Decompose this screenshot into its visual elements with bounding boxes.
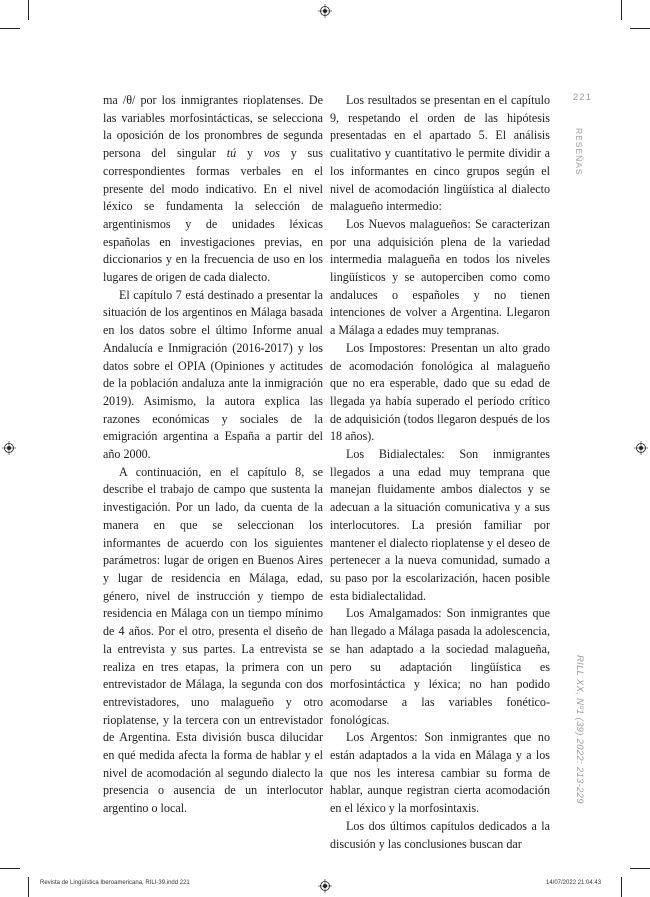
paragraph: Los Amalgamados: Son inmigrantes que han llegado a Málaga pasada la adolescencia, se han adaptado a la sociedad malagueña, pero su adaptación lingüística es morfosintáctica y léxica; no han podido acomodarse a las variables fonético-fonológicas. xyxy=(330,606,550,727)
section-name: RESEÑAS xyxy=(574,128,584,176)
term-tu: tú xyxy=(226,146,237,161)
footer-datetime: 14/07/2022 21:04:43 xyxy=(546,880,602,886)
registration-mark-icon xyxy=(634,441,648,455)
paragraph: Los Nuevos malagueños: Se caracterizan por una adquisición plena de la variedad intermedia malagueña en todos los niveles lingüísticos y se autoperciben como como andaluces o españoles y no tienen intenciones de volver a Argentina. Llegaron a Málaga a edades muy tempranas. xyxy=(330,216,550,338)
registration-mark-icon xyxy=(318,4,332,18)
paragraph: Los dos últimos capítulos dedicados a la discusión y las conclusiones buscan dar xyxy=(330,818,550,851)
paragraph: El capítulo 7 está destinado a presentar la situación de los argentinos en Málaga basada en los datos sobre el último Informe anual Andalucía e Inmigración (2016-2017) y los datos sobre el OPIA (Opiniones y actitudes de la población andaluza ante la inmigración 2019). Asimismo, la autora explica las razones económicas y sociales de la emigración argentina a España a partir del año 2000. xyxy=(103,287,323,462)
paragraph: Los Bidialectales: Son inmigrantes llegados a una edad muy temprana que manejan fluidamente ambos dialectos y se adecuan a la situación comunicativa y a sus interlocutores. La presión familiar por mantener el dialecto rioplatense y el deseo de pertenecer a la nueva comunidad, sumado a su paso por la escolarización, hacen posible esta bidialectalidad. xyxy=(330,447,550,603)
crop-mark xyxy=(630,28,650,29)
crop-mark xyxy=(630,868,650,869)
paragraph: Los Impostores: Presentan un alto grado de acomodación fonológica al malagueño que no era esperable, dado que su edad de llegada ya había superado el período crítico de adquisición (todos llegaron después de los 18 años). xyxy=(330,340,550,444)
crop-mark xyxy=(28,877,29,897)
paragraph: ma /θ/ por los inmigrantes rioplatenses. De las variables morfosintácticas, se selecciona la oposición de los pronombres de segunda persona del singular tú y vos y sus correspondientes formas verbales en el presente del modo indicativo. En el nivel léxico se fundamenta la selección de argentinismos y de unidades léxicas españolas en investigaciones previas, en diccionarios y en la frecuencia de uso en los lugares de origen de cada dialecto. xyxy=(103,93,324,285)
crop-mark xyxy=(621,877,622,897)
crop-mark xyxy=(28,0,29,20)
paragraph: Los resultados se presentan en el capítulo 9, respetando el orden de las hipótesis presentadas en el apartado 5. El análisis cualitativo y cuantitativo le permite dividir a los informantes en cinco grupos según el nivel de acomodación lingüística al dialecto malagueño intermedio: xyxy=(330,93,550,214)
registration-mark-icon xyxy=(2,441,16,455)
paragraph-text: y sus correspondientes formas verbales en el presente del modo indicativo. En el nivel léxico se fundamenta la selección de argentinismos y de unidades léxicas españolas en investigaciones previas, en diccionarios y en la frecuencia de uso en los lugares de origen de cada dialecto. xyxy=(103,146,324,285)
paragraph: A continuación, en el capítulo 8, se describe el trabajo de campo que sustenta la investigación. Por un lado, da cuenta de la manera en que se seleccionan los informantes de acuerdo con los siguientes parámetros: lugar de origen en Buenos Aires y lugar de residencia en Málaga, edad, género, nivel de instrucción y tiempo de residencia en Málaga con un tiempo mínimo de 4 años. Por el otro, presenta el diseño de la entrevista y sus partes. La entrevista se realiza en tres etapas, la primera con un entrevistador de Málaga, la segunda con dos entrevistadores, uno malagueño y otro rioplatense, y la tercera con un entrevistador de Argentina. Esta división busca dilucidar en qué medida afecta la forma de hablar y el nivel de acomodación al segundo dialecto la presencia o ausencia de un interlocutor argentino o local. xyxy=(103,464,323,816)
crop-mark xyxy=(621,0,622,20)
registration-mark-icon xyxy=(318,879,332,893)
paragraph: Los Argentos: Son inmigrantes que no están adaptados a la vida en Málaga y a los que nos les interesa cambiar su forma de hablar, aunque registran cierta acomodación en el léxico y la morfosintaxis. xyxy=(330,730,550,816)
page-number: 221 xyxy=(573,92,592,103)
paragraph-text: ma /θ/ por los inmigrantes rioplatenses. De las variables morfosintácticas, se selecciona la oposición de los pronombres de segunda persona del singular xyxy=(103,93,323,161)
right-text-column xyxy=(330,92,550,853)
crop-mark xyxy=(0,28,20,29)
term-vos: vos xyxy=(263,146,280,161)
footer-filename: Revista de Lingüística Iberoamericana, RILI-39.indd 221 xyxy=(40,880,190,886)
crop-mark xyxy=(0,868,20,869)
left-text-column xyxy=(103,92,323,818)
journal-reference: RILL XX, Nº1 (39) 2022: 213-229 xyxy=(574,655,585,804)
